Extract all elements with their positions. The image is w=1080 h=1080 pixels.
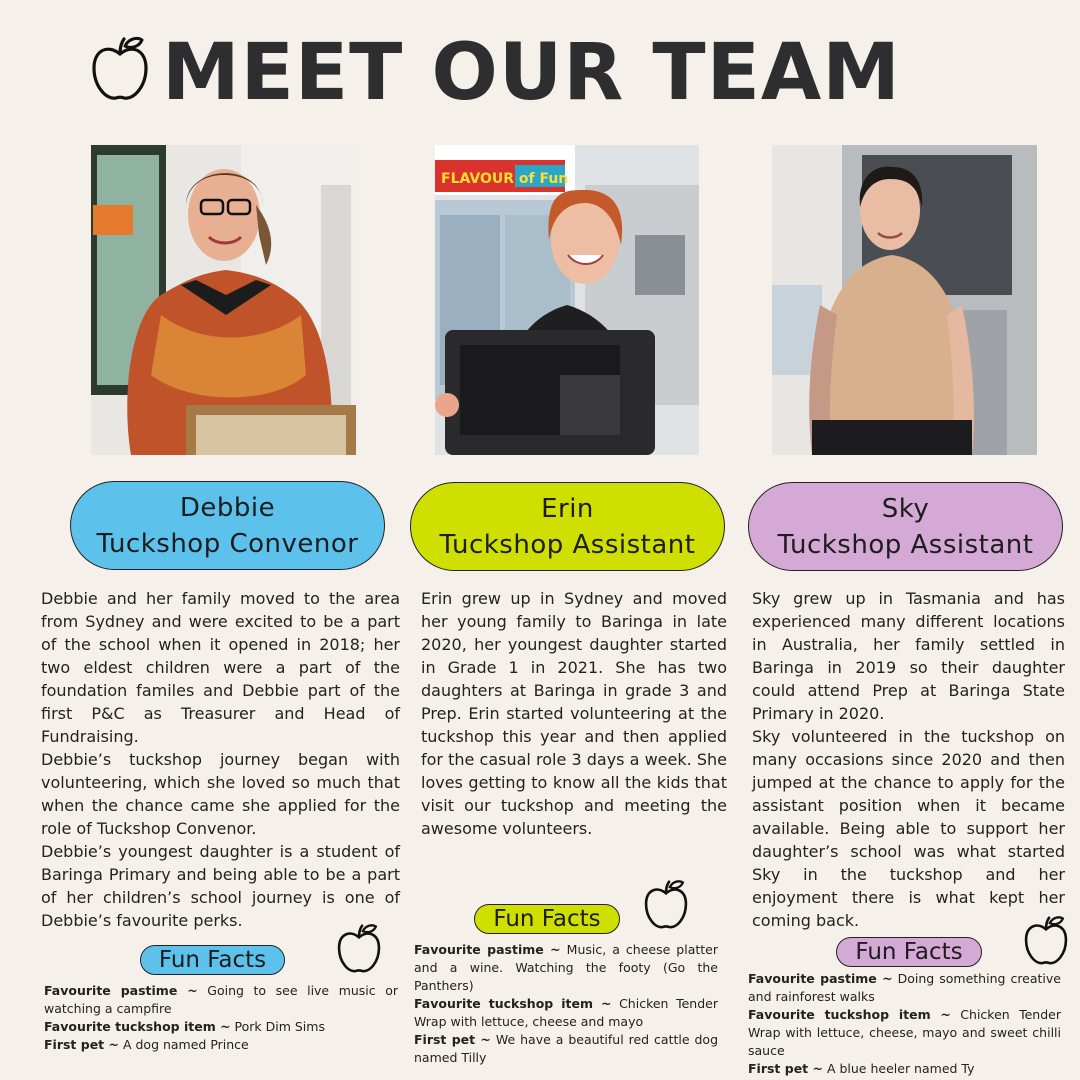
facts-debbie xyxy=(44,982,398,1054)
apple-icon xyxy=(336,921,382,975)
member-role: Tuckshop Convenor xyxy=(96,528,359,559)
fact-first-pet: First pet ~ We have a beautiful red cattle dog named Tilly xyxy=(414,1032,719,1065)
apple-icon xyxy=(90,34,150,102)
bio-paragraph: Erin grew up in Sydney and moved her young family to Baringa in late 2020, her youngest daughter started in Grade 1 in 2021. She has two daughters at Baringa in grade 3 and Prep. Erin started volunteering at the tuckshop this year and then applied for the casual role 3 days a week. She loves getting to know all the kids that visit our tuckshop and meeting the awesome volunteers. xyxy=(421,589,727,838)
fact-tuckshop-item: Favourite tuckshop item ~ Pork Dim Sims xyxy=(44,1019,325,1034)
name-pill-erin xyxy=(410,482,725,571)
freezer-sign: FLAVOUR of Fun xyxy=(441,171,569,187)
fact-pastime: Favourite pastime ~ Music, a cheese platter and a wine. Watching the footy (Go the Panthers) xyxy=(414,942,718,993)
photo-sky xyxy=(772,145,1037,455)
bio-paragraph: Debbie’s youngest daughter is a student of Baringa Primary and being able to be a part of her children’s school journey is one of Debbie’s favourite perks. xyxy=(41,842,400,930)
fun-facts-label-debbie: Fun Facts xyxy=(140,945,285,975)
facts-sky xyxy=(748,970,1061,1078)
bio-paragraph: Debbie and her family moved to the area from Sydney and were excited to be a part of the school when it opened in 2018; her two eldest children were a part of the foundation familes and Debbie part of the first P&C as Treasurer and Head of Fundraising. xyxy=(41,589,400,746)
photo-erin xyxy=(435,145,699,455)
fact-tuckshop-item: Favourite tuckshop item ~ Chicken Tender Wrap with lettuce, cheese and mayo xyxy=(414,996,718,1029)
member-name: Sky xyxy=(881,493,930,524)
apple-icon xyxy=(643,877,689,931)
bio-debbie xyxy=(41,587,400,932)
page-title: MEET OUR TEAM xyxy=(162,28,901,118)
photo-debbie xyxy=(91,145,358,455)
fact-pastime: Favourite pastime ~ Doing something creative and rainforest walks xyxy=(748,971,1061,1004)
member-role: Tuckshop Assistant xyxy=(439,529,696,560)
member-name: Erin xyxy=(541,493,594,524)
apple-icon xyxy=(1023,913,1069,967)
member-role: Tuckshop Assistant xyxy=(777,529,1034,560)
name-pill-sky xyxy=(748,482,1063,571)
name-pill-debbie xyxy=(70,481,385,570)
member-name: Debbie xyxy=(179,492,276,523)
bio-erin xyxy=(421,587,727,840)
bio-paragraph: Sky volunteered in the tuckshop on many occasions since 2020 and then jumped at the chance to apply for the assistant position when it became available. Being able to support her daughter’s school was what started Sky in the tuckshop and her enjoyment there is what kept her coming back. xyxy=(752,727,1065,930)
fact-first-pet: First pet ~ A blue heeler named Ty xyxy=(748,1061,975,1076)
bio-sky xyxy=(752,587,1065,932)
fact-tuckshop-item: Favourite tuckshop item ~ Chicken Tender Wrap with lettuce, cheese, mayo and sweet chilli sauce xyxy=(748,1007,1061,1058)
fun-facts-label-erin: Fun Facts xyxy=(474,904,620,934)
fact-first-pet: First pet ~ A dog named Prince xyxy=(44,1037,249,1052)
fun-facts-label-sky: Fun Facts xyxy=(836,937,982,967)
bio-paragraph: Sky grew up in Tasmania and has experienced many different locations in Australia, her family settled in Baringa in 2019 so their daughter could attend Prep at Baringa State Primary in 2020. xyxy=(752,589,1065,723)
bio-paragraph: Debbie’s tuckshop journey began with volunteering, which she loved so much that when the chance came she applied for the role of Tuckshop Convenor. xyxy=(41,750,400,838)
fact-pastime: Favourite pastime ~ Going to see live music or watching a campfire xyxy=(44,983,398,1016)
facts-erin xyxy=(414,941,718,1067)
